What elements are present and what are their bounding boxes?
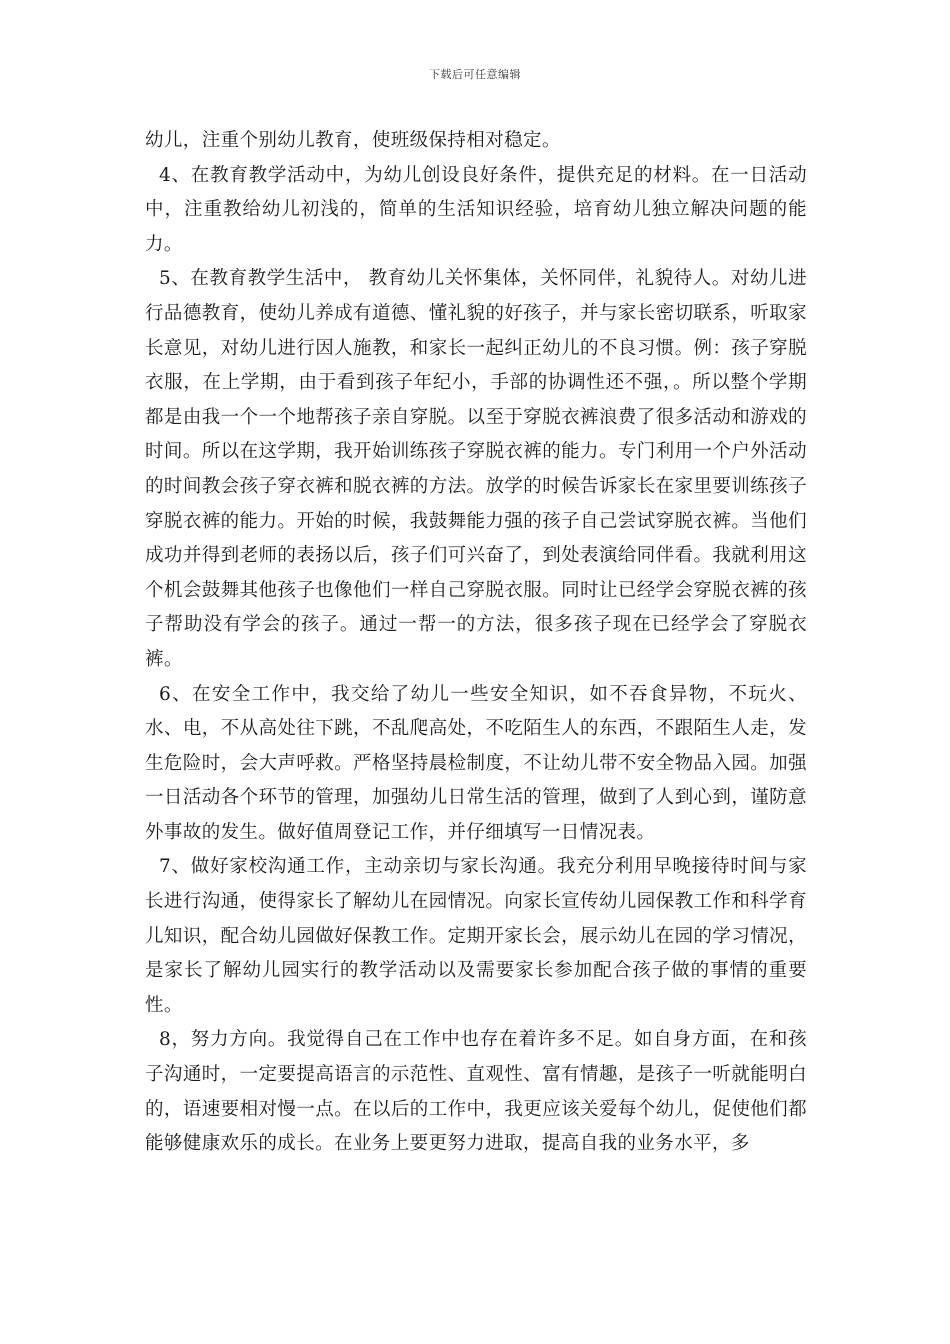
page-header: 下载后可任意编辑 <box>429 68 521 81</box>
paragraph-continuation: 幼儿，注重个别幼儿教育，使班级保持相对稳定。 <box>145 130 561 151</box>
document-body <box>145 124 807 1162</box>
paragraph-item-8: 8，努力方向。我觉得自己在工作中也存在着许多不足。如自身方面，在和孩子沟通时，一定要提高语言的示范性、直观性、富有情趣，是孩子一听就能明白的，语速要相对慢一点。在以后的工作中，我更应该关爱每个幼儿，促使他们都能够健康欢乐的成长。在业务上要更努力进取，提高自我的业务水平，多 <box>145 1029 807 1155</box>
paragraph-item-5: 5、在教育教学生活中， 教育幼儿关怀集体，关怀同伴，礼貌待人。对幼儿进行品德教育，使幼儿养成有道德、懂礼貌的好孩子，并与家长密切联系，听取家长意见，对幼儿进行因人施教，和家长一起纠正幼儿的不良习惯。例：孩子穿脱衣服，在上学期，由于看到孩子年纪小，手部的协调性还不强，。所以整个学期都是由我一个一个地帮孩子亲自穿脱。以至于穿脱衣裤浪费了很多活动和游戏的时间。所以在这学期，我开始训练孩子穿脱衣裤的能力。专门利用一个户外活动的时间教会孩子穿衣裤和脱衣裤的方法。放学的时候告诉家长在家里要训练孩子穿脱衣裤的能力。开始的时候，我鼓舞能力强的孩子自己尝试穿脱衣裤。当他们成功并得到老师的表扬以后，孩子们可兴奋了，到处表演给同伴看。我就利用这个机会鼓舞其他孩子也像他们一样自己穿脱衣服。同时让已经学会穿脱衣裤的孩子帮助没有学会的孩子。通过一帮一的方法，很多孩子现在已经学会了穿脱衣裤。 <box>145 268 807 670</box>
paragraph-item-7: 7、做好家校沟通工作，主动亲切与家长沟通。我充分利用早晚接待时间与家长进行沟通，使得家长了解幼儿在园情况。向家长宣传幼儿园保教工作和科学育儿知识，配合幼儿园做好保教工作。定期开家长会，展示幼儿在园的学习情况，是家长了解幼儿园实行的教学活动以及需要家长参加配合孩子做的事情的重要性。 <box>145 856 807 1016</box>
paragraph-item-4: 4、在教育教学活动中，为幼儿创设良好条件，提供充足的材料。在一日活动中，注重教给幼儿初浅的，简单的生活知识经验，培育幼儿独立解决问题的能力。 <box>145 164 807 255</box>
paragraph-item-6: 6、在安全工作中，我交给了幼儿一些安全知识，如不吞食异物，不玩火、水、电，不从高处往下跳，不乱爬高处，不吃陌生人的东西，不跟陌生人走，发生危险时，会大声呼救。严格坚持晨检制度，不让幼儿带不安全物品入园。加强一日活动各个环节的管理，加强幼儿日常生活的管理，做到了人到心到，谨防意外事故的发生。做好值周登记工作，并仔细填写一日情况表。 <box>145 683 807 843</box>
